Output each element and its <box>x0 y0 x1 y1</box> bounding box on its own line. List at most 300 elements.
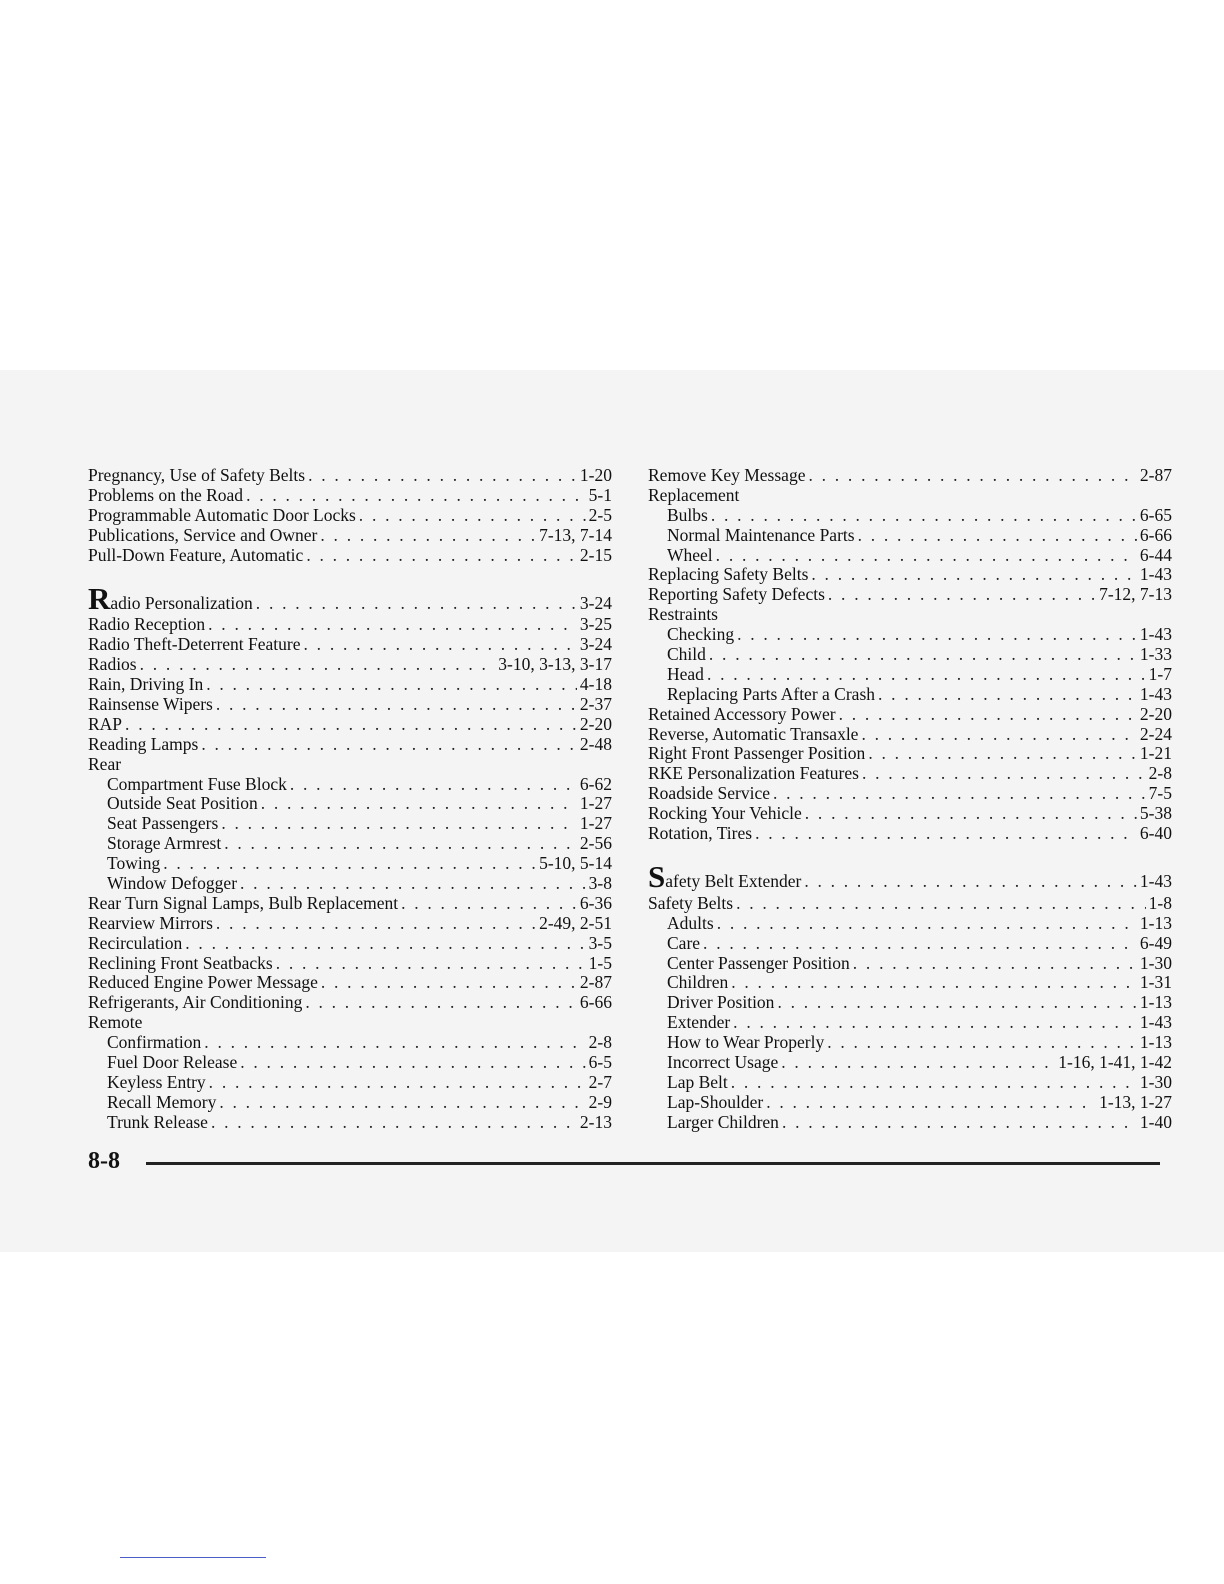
index-term <box>88 954 273 974</box>
dot-leader <box>246 486 586 506</box>
index-term-text: adio Personalization <box>110 592 253 613</box>
index-term-text: Rear Turn Signal Lamps, Bulb Replacement <box>88 892 399 913</box>
index-term-text: Recirculation <box>88 932 183 953</box>
page-reference: 1-43 <box>1139 1012 1172 1033</box>
index-subentry <box>648 954 1172 974</box>
index-term-text: Bulbs <box>667 504 708 525</box>
index-subentry <box>88 794 612 814</box>
dot-leader <box>827 1033 1137 1053</box>
dot-leader <box>709 645 1137 665</box>
index-term-text: Replacement <box>648 484 740 505</box>
index-term <box>667 954 850 974</box>
index-subentry <box>648 685 1172 705</box>
page-reference: 2-87 <box>579 972 612 993</box>
page-reference: 2-15 <box>579 544 612 565</box>
index-term-text: Towing <box>107 853 161 874</box>
page-reference: 1-13, 1-27 <box>1099 1091 1172 1112</box>
index-subentry <box>88 874 612 894</box>
dot-leader <box>733 1013 1137 1033</box>
page-reference: 1-21 <box>1139 743 1172 764</box>
page-reference: 3-8 <box>588 873 612 894</box>
index-subentry <box>648 526 1172 546</box>
index-entry <box>88 993 612 1013</box>
dot-leader <box>731 1073 1137 1093</box>
index-term-text: Children <box>667 972 729 993</box>
dot-leader <box>209 1073 586 1093</box>
index-entry <box>648 894 1172 914</box>
index-term-text: Roadside Service <box>648 783 770 804</box>
dot-leader <box>868 744 1137 764</box>
index-subentry <box>648 546 1172 566</box>
index-subentry <box>88 1053 612 1073</box>
index-entry <box>88 675 612 695</box>
index-term-text: Fuel Door Release <box>107 1052 238 1073</box>
dot-leader <box>261 794 577 814</box>
index-term-text: Rocking Your Vehicle <box>648 803 802 824</box>
index-term <box>648 605 718 625</box>
page-reference: 6-36 <box>579 892 612 913</box>
dot-leader <box>201 735 577 755</box>
page-footer <box>88 1148 1160 1174</box>
index-term <box>648 859 802 895</box>
index-term <box>648 894 733 914</box>
index-term-text: Reduced Engine Power Message <box>88 972 318 993</box>
index-subentry <box>88 814 612 834</box>
index-term-text: Storage Armrest <box>107 833 222 854</box>
index-term <box>88 635 301 655</box>
page-reference: 2-13 <box>579 1111 612 1132</box>
dot-leader <box>321 973 577 993</box>
index-term-text: Replacing Safety Belts <box>648 564 809 585</box>
index-subentry <box>648 934 1172 954</box>
index-term <box>88 546 303 566</box>
dot-leader <box>878 685 1137 705</box>
index-term <box>88 993 302 1013</box>
dot-leader <box>305 993 577 1013</box>
page-reference: 1-20 <box>579 465 612 485</box>
index-term-text: Radio Theft-Deterrent Feature <box>88 634 301 655</box>
index-subentry <box>648 1013 1172 1033</box>
index-entry <box>88 894 612 914</box>
page-reference: 1-13 <box>1139 992 1172 1013</box>
dot-leader <box>839 705 1137 725</box>
page-reference: 1-33 <box>1139 644 1172 665</box>
dot-leader <box>308 466 577 486</box>
index-entry <box>648 725 1172 745</box>
page-reference: 1-43 <box>1139 564 1172 585</box>
index-term <box>667 506 708 526</box>
dot-leader <box>320 526 536 546</box>
index-term <box>648 744 865 764</box>
dot-leader <box>805 804 1137 824</box>
page-reference: 1-30 <box>1139 952 1172 973</box>
index-term-text: Radios <box>88 654 137 675</box>
dot-leader <box>737 625 1137 645</box>
dot-leader <box>224 834 577 854</box>
index-term-text: Checking <box>667 624 735 645</box>
index-term <box>667 526 855 546</box>
page-reference: 6-5 <box>588 1052 612 1073</box>
index-subentry <box>648 993 1172 1013</box>
page-reference: 1-13 <box>1139 912 1172 933</box>
index-term <box>88 466 305 486</box>
dot-leader <box>216 695 577 715</box>
page-reference: 7-12, 7-13 <box>1099 584 1172 605</box>
page-reference: 1-31 <box>1139 972 1172 993</box>
index-subentry <box>88 1073 612 1093</box>
index-term-text: Outside Seat Position <box>107 793 258 814</box>
page-reference: 6-66 <box>1139 524 1172 545</box>
index-term <box>648 486 739 506</box>
index-entry <box>88 715 612 735</box>
page-reference: 1-5 <box>588 952 612 973</box>
index-term-text: Retained Accessory Power <box>648 703 836 724</box>
index-subentry <box>648 625 1172 645</box>
dot-leader <box>208 615 577 635</box>
index-term <box>667 1113 779 1133</box>
section-letter: R <box>88 580 111 616</box>
index-term-text: Wheel <box>667 544 713 565</box>
section-gap <box>648 844 1172 864</box>
page-reference: 3-25 <box>579 614 612 635</box>
index-subentry <box>88 1113 612 1133</box>
page-reference: 1-40 <box>1139 1111 1172 1132</box>
index-column-right <box>648 466 1172 1133</box>
index-subentry <box>648 1093 1172 1113</box>
index-term-text: Care <box>667 932 701 953</box>
index-term <box>667 546 713 566</box>
dot-leader <box>125 715 577 735</box>
index-term-text: Remote <box>88 1012 143 1033</box>
index-term-text: Replacing Parts After a Crash <box>667 683 876 704</box>
index-subentry <box>88 1093 612 1113</box>
index-entry <box>648 824 1172 844</box>
index-term <box>667 1033 824 1053</box>
index-term <box>88 1013 142 1033</box>
index-term-text: Trunk Release <box>107 1111 208 1132</box>
page-reference: 1-30 <box>1139 1071 1172 1092</box>
page-reference: 2-48 <box>579 733 612 754</box>
index-term <box>667 1073 728 1093</box>
page-reference: 2-56 <box>579 833 612 854</box>
index-entry <box>88 580 612 616</box>
index-term <box>648 784 770 804</box>
dot-leader <box>766 1093 1096 1113</box>
index-term-text: Extender <box>667 1012 731 1033</box>
dot-leader <box>862 764 1146 784</box>
page-reference: 6-65 <box>1139 504 1172 525</box>
page-reference: 2-20 <box>579 713 612 734</box>
index-subentry <box>648 665 1172 685</box>
page-reference: 2-7 <box>588 1071 612 1092</box>
index-term-text: Adults <box>667 912 714 933</box>
index-term-text: RAP <box>88 713 123 734</box>
dot-leader <box>306 546 577 566</box>
dot-leader <box>240 1053 585 1073</box>
index-entry <box>88 735 612 755</box>
dot-leader <box>219 1093 585 1113</box>
index-term <box>667 625 734 645</box>
index-entry <box>88 954 612 974</box>
index-term <box>107 814 218 834</box>
index-term-text: Driver Position <box>667 992 775 1013</box>
dot-leader <box>811 565 1137 585</box>
page-reference: 1-43 <box>1139 871 1172 892</box>
index-term <box>88 675 203 695</box>
page-reference: 1-27 <box>579 793 612 814</box>
index-term <box>107 1113 208 1133</box>
index-term-text: Safety Belts <box>648 892 734 913</box>
index-term <box>667 1053 778 1073</box>
dot-leader <box>185 934 585 954</box>
index-term-text: Compartment Fuse Block <box>107 773 287 794</box>
index-term-text: Confirmation <box>107 1032 202 1053</box>
index-term <box>88 755 121 775</box>
index-entry <box>88 655 612 675</box>
index-term <box>107 794 258 814</box>
page-reference: 7-13, 7-14 <box>539 524 612 545</box>
page-reference: 2-20 <box>1139 703 1172 724</box>
index-subentry <box>648 506 1172 526</box>
index-term-text: afety Belt Extender <box>665 871 802 892</box>
page-reference: 6-44 <box>1139 544 1172 565</box>
index-term <box>107 874 237 894</box>
page-reference: 4-18 <box>579 674 612 695</box>
index-term-text: Publications, Service and Owner <box>88 524 318 545</box>
index-subentry <box>88 834 612 854</box>
index-subentry <box>648 973 1172 993</box>
index-term <box>648 466 805 486</box>
dot-leader <box>828 585 1096 605</box>
index-term-text: Center Passenger Position <box>667 952 850 973</box>
index-term <box>648 764 859 784</box>
dot-leader <box>755 824 1137 844</box>
index-term <box>88 695 213 715</box>
index-term-text: Programmable Automatic Door Locks <box>88 504 356 525</box>
dot-leader <box>707 665 1146 685</box>
index-term <box>667 914 714 934</box>
page-reference: 6-66 <box>579 992 612 1013</box>
index-term <box>667 685 875 705</box>
index-entry <box>88 695 612 715</box>
page-reference: 2-49, 2-51 <box>539 912 612 933</box>
index-term <box>88 506 356 526</box>
index-subentry <box>648 1053 1172 1073</box>
dot-leader <box>808 466 1136 486</box>
index-term-text: Head <box>667 663 704 684</box>
dot-leader <box>216 914 536 934</box>
index-subentry <box>88 854 612 874</box>
bottom-link-underline <box>120 1557 266 1558</box>
index-term-text: RKE Personalization Features <box>648 763 859 784</box>
page-reference: 2-8 <box>588 1032 612 1053</box>
dot-leader <box>204 1033 585 1053</box>
index-entry <box>648 859 1172 895</box>
index-term <box>667 934 700 954</box>
index-term-text: Keyless Entry <box>107 1071 206 1092</box>
footer-rule <box>146 1162 1160 1165</box>
index-term-text: Rainsense Wipers <box>88 694 213 715</box>
index-entry <box>648 784 1172 804</box>
index-term <box>648 804 802 824</box>
index-term-text: Reading Lamps <box>88 733 199 754</box>
index-subentry <box>648 1033 1172 1053</box>
page-reference: 2-24 <box>1139 723 1172 744</box>
index-column-left <box>88 466 612 1133</box>
page-reference: 3-5 <box>588 932 612 953</box>
dot-leader <box>861 725 1136 745</box>
dot-leader <box>401 894 577 914</box>
page-reference: 6-49 <box>1139 932 1172 953</box>
dot-leader <box>240 874 586 894</box>
index-term <box>107 854 160 874</box>
index-term-text: Reclining Front Seatbacks <box>88 952 273 973</box>
index-term <box>88 580 253 616</box>
index-entry <box>648 565 1172 585</box>
page-reference: 5-10, 5-14 <box>539 853 612 874</box>
dot-leader <box>276 954 586 974</box>
section-letter: S <box>648 859 666 895</box>
index-term-text: Seat Passengers <box>107 813 219 834</box>
index-term-text: Incorrect Usage <box>667 1052 779 1073</box>
index-term <box>107 1093 216 1113</box>
dot-leader <box>304 635 577 655</box>
index-subentry <box>88 775 612 795</box>
dot-leader <box>781 1053 1055 1073</box>
dot-leader <box>782 1113 1137 1133</box>
index-term <box>88 973 318 993</box>
index-term-text: Radio Reception <box>88 614 206 635</box>
index-term-text: Problems on the Road <box>88 484 244 505</box>
page-reference: 3-10, 3-13, 3-17 <box>498 654 612 675</box>
index-term <box>107 834 221 854</box>
index-term <box>88 914 213 934</box>
page-reference: 1-13 <box>1139 1032 1172 1053</box>
index-entry <box>88 755 612 775</box>
index-entry <box>88 486 612 506</box>
index-term <box>667 973 728 993</box>
index-subentry <box>88 1033 612 1053</box>
dot-leader <box>731 973 1137 993</box>
dot-leader <box>211 1113 577 1133</box>
index-term <box>667 1093 763 1113</box>
index-term <box>648 585 825 605</box>
page-reference: 2-5 <box>588 504 612 525</box>
index-term-text: How to Wear Properly <box>667 1032 825 1053</box>
index-term-text: Rain, Driving In <box>88 674 204 695</box>
page-reference: 5-1 <box>588 484 612 505</box>
index-entry <box>88 506 612 526</box>
index-term-text: Child <box>667 644 706 665</box>
page-number: 8-8 <box>88 1148 120 1174</box>
index-term <box>648 565 808 585</box>
index-term-text: Rotation, Tires <box>648 823 753 844</box>
index-term-text: Reverse, Automatic Transaxle <box>648 723 859 744</box>
dot-leader <box>703 934 1137 954</box>
index-term <box>88 526 317 546</box>
dot-leader <box>777 993 1136 1013</box>
index-term-text: Reporting Safety Defects <box>648 584 825 605</box>
dot-leader <box>716 546 1137 566</box>
index-entry <box>88 466 612 486</box>
index-entry <box>88 1013 612 1033</box>
index-entry <box>88 615 612 635</box>
page-reference: 2-9 <box>588 1091 612 1112</box>
page-reference: 1-8 <box>1148 892 1172 913</box>
index-term-text: Pull-Down Feature, Automatic <box>88 544 304 565</box>
index-entry <box>88 934 612 954</box>
index-term <box>88 655 137 675</box>
index-term <box>648 725 858 745</box>
index-subentry <box>648 645 1172 665</box>
index-entry <box>88 526 612 546</box>
page-reference: 1-43 <box>1139 683 1172 704</box>
index-term <box>107 1073 206 1093</box>
index-entry <box>648 764 1172 784</box>
dot-leader <box>736 894 1146 914</box>
page-reference: 3-24 <box>579 592 612 613</box>
page-reference: 1-7 <box>1148 663 1172 684</box>
index-term-text: Window Defogger <box>107 873 238 894</box>
index-entry <box>88 635 612 655</box>
index-term <box>667 645 706 665</box>
index-entry <box>648 466 1172 486</box>
index-term <box>667 1013 730 1033</box>
dot-leader <box>717 914 1137 934</box>
index-term <box>107 1033 201 1053</box>
dot-leader <box>290 775 577 795</box>
index-term-text: Remove Key Message <box>648 465 806 485</box>
index-subentry <box>648 914 1172 934</box>
index-term-text: Pregnancy, Use of Safety Belts <box>88 465 306 485</box>
dot-leader <box>221 814 577 834</box>
index-term <box>667 993 774 1013</box>
page-reference: 2-87 <box>1139 465 1172 485</box>
index-term-text: Recall Memory <box>107 1091 217 1112</box>
dot-leader <box>163 854 536 874</box>
index-term-text: Rearview Mirrors <box>88 912 213 933</box>
index-term <box>107 1053 237 1073</box>
dot-leader <box>140 655 496 675</box>
index-term <box>667 665 704 685</box>
page-reference: 5-38 <box>1139 803 1172 824</box>
index-term-text: Refrigerants, Air Conditioning <box>88 992 303 1013</box>
index-term <box>88 934 182 954</box>
page-reference: 1-27 <box>579 813 612 834</box>
index-term <box>88 735 198 755</box>
dot-leader <box>206 675 577 695</box>
index-term <box>88 715 122 735</box>
page-reference: 7-5 <box>1148 783 1172 804</box>
index-entry <box>648 605 1172 625</box>
index-term <box>107 775 287 795</box>
index-term-text: Right Front Passenger Position <box>648 743 866 764</box>
index-term-text: Rear <box>88 753 122 774</box>
index-term-text: Lap Belt <box>667 1071 728 1092</box>
index-subentry <box>648 1113 1172 1133</box>
index-entry <box>648 486 1172 506</box>
index-entry <box>88 546 612 566</box>
dot-leader <box>256 594 577 614</box>
page-reference: 1-16, 1-41, 1-42 <box>1058 1052 1172 1073</box>
index-term-text: Restraints <box>648 604 718 625</box>
page-reference: 1-43 <box>1139 624 1172 645</box>
page-reference: 2-37 <box>579 694 612 715</box>
dot-leader <box>359 506 586 526</box>
index-entry <box>648 705 1172 725</box>
index-entry <box>648 585 1172 605</box>
page-reference: 6-62 <box>579 773 612 794</box>
